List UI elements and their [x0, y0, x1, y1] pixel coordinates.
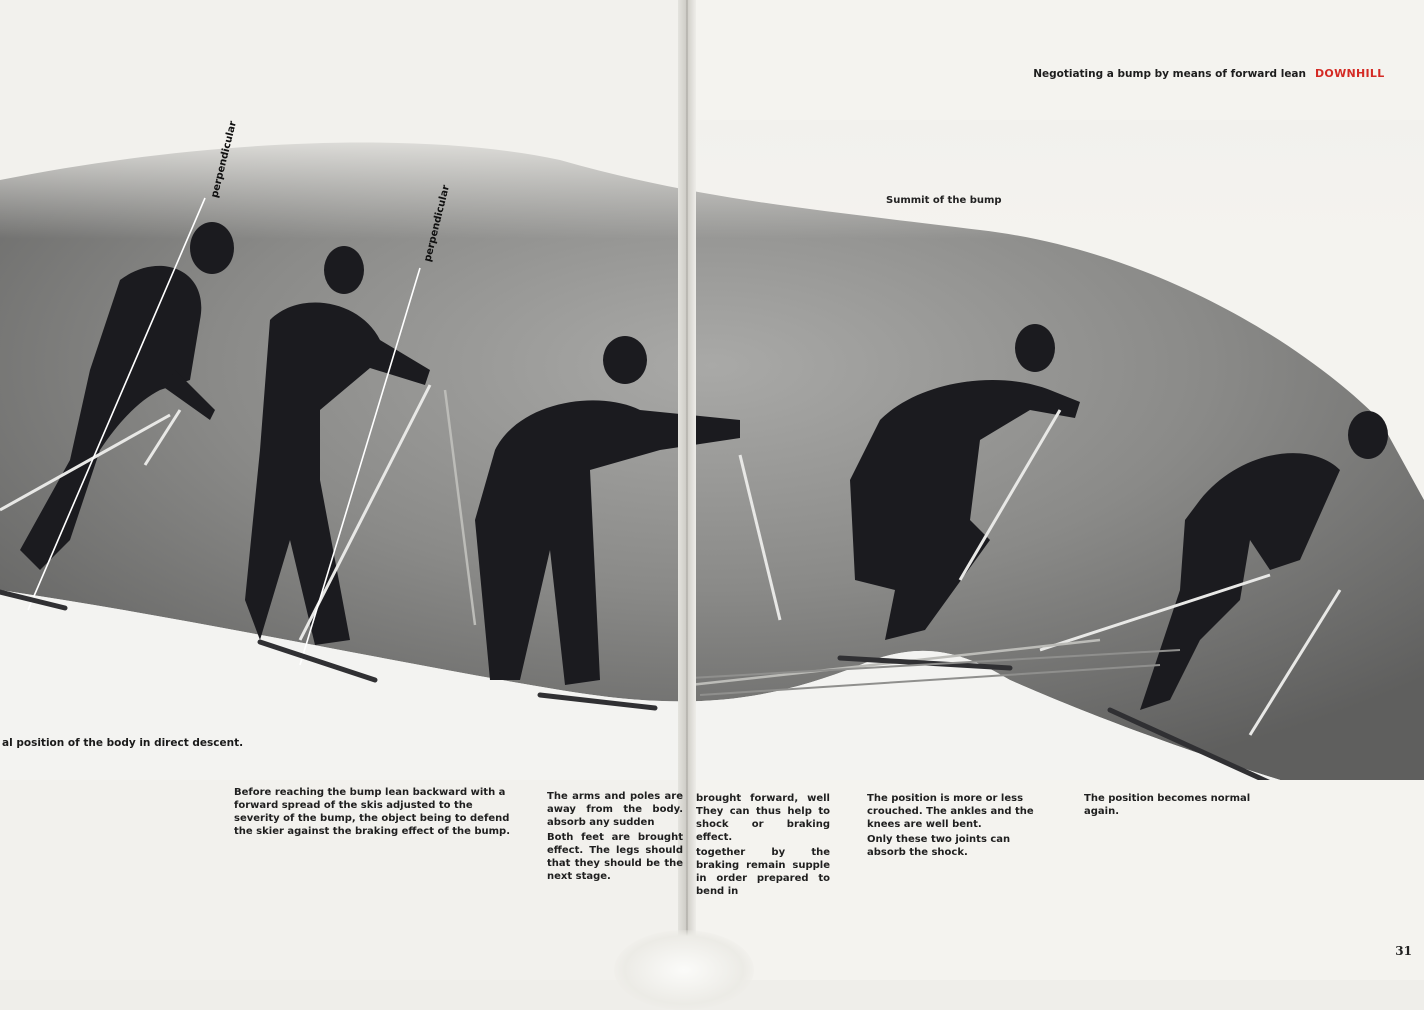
body-caption: al position of the body in direct descent. [2, 737, 244, 749]
caption-paragraph: brought forward, well They can thus help to shock or braking effect. [696, 793, 830, 843]
caption-paragraph: The arms and poles are away from the body. absorb any sudden [547, 791, 683, 828]
caption-column-2 [547, 790, 683, 885]
caption-paragraph: Before reaching the bump lean backward with a forward spread of the skis adjusted to the severity of the bump, the object being to defend the skier against the braking effect of the bump. [234, 787, 511, 837]
caption-paragraph: Only these two joints can absorb the shock. [867, 834, 1011, 858]
caption-paragraph: together by the braking remain supple in order prepared to bend in [696, 847, 830, 897]
skier-sequence-photo [0, 120, 1424, 780]
header-caption: Negotiating a bump by means of forward lean [1033, 68, 1306, 80]
summit-label: Summit of the bump [886, 195, 1002, 206]
section-tag: DOWNHILL [1315, 67, 1385, 80]
page-curl [614, 930, 754, 1010]
caption-paragraph: The position becomes normal again. [1084, 793, 1251, 817]
caption-column-5 [1084, 792, 1260, 820]
page-number: 31 [1395, 944, 1412, 958]
caption-column-1 [234, 786, 520, 840]
caption-column-4 [867, 792, 1049, 861]
perpendicular-label-2: perpendicular [422, 184, 453, 263]
caption-paragraph: Both feet are brought effect. The legs should that they should be the next stage. [547, 832, 683, 882]
caption-paragraph: The position is more or less crouched. The ankles and the knees are well bent. [867, 793, 1034, 830]
perpendicular-label-1: perpendicular [209, 120, 240, 199]
caption-column-3 [696, 792, 830, 900]
